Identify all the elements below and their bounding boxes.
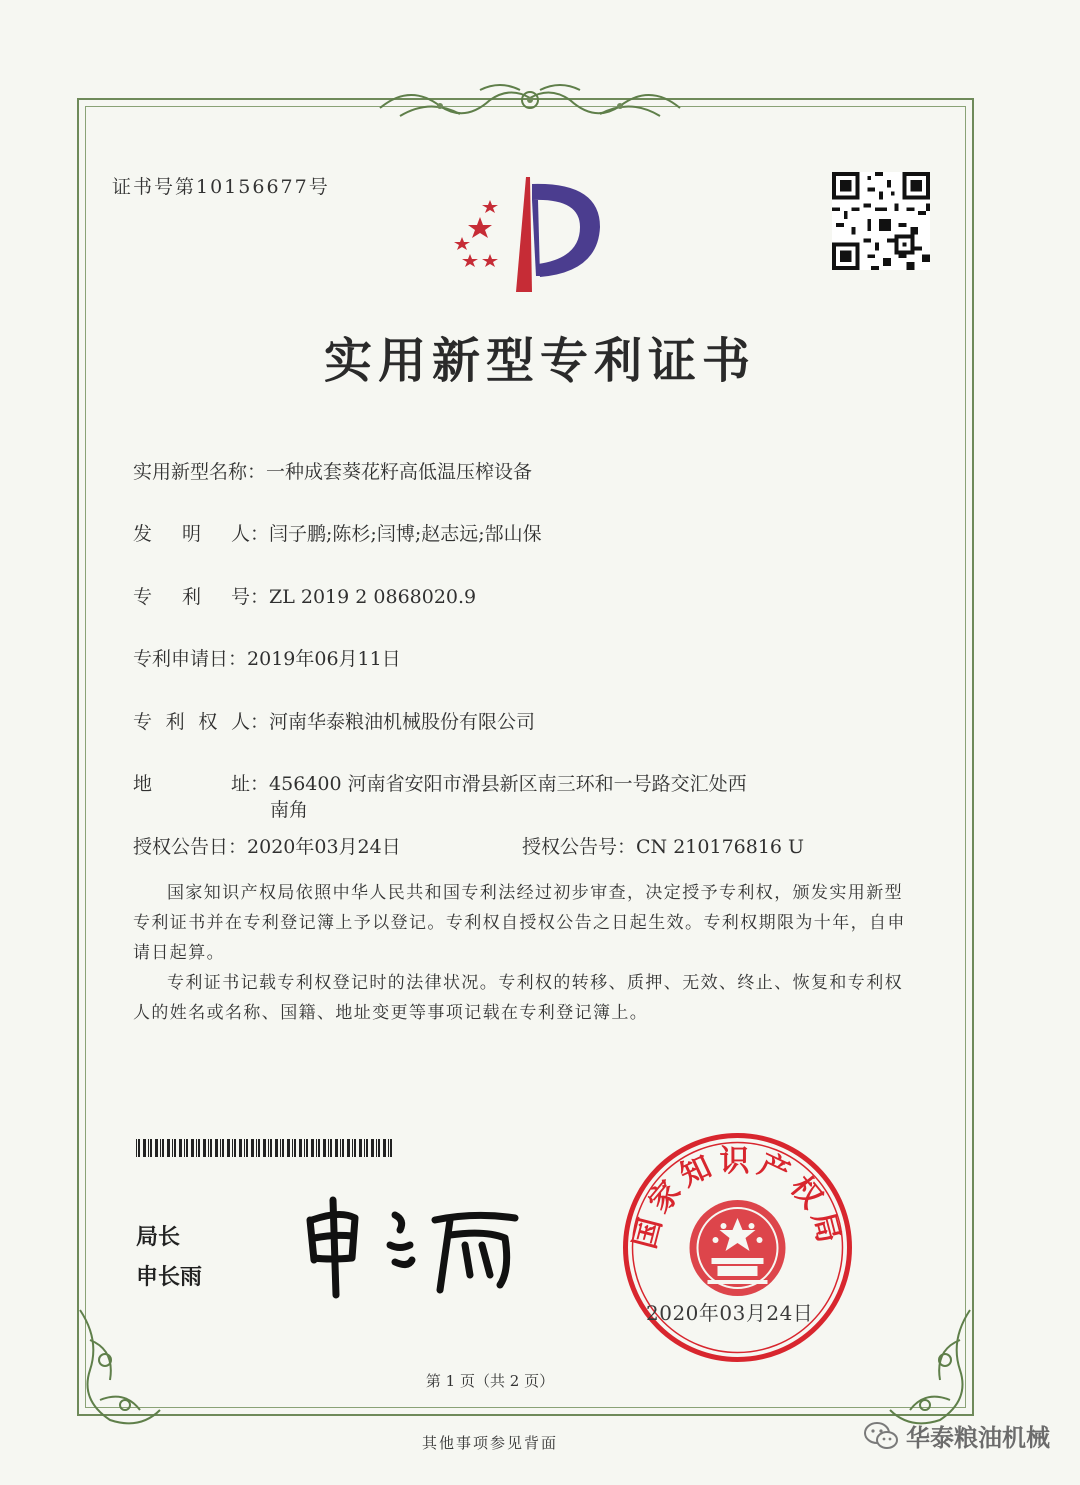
field-inventors: 发 明 人 ：闫子鹏;陈杉;闫博;赵志远;郜山保 bbox=[133, 519, 542, 546]
footer-note: 其他事项参见背面 bbox=[421, 1434, 558, 1452]
page-number: 第 1 页（共 2 页） bbox=[425, 1372, 555, 1390]
field-utility-model-name bbox=[133, 457, 532, 484]
field-label: 发 明 人 bbox=[133, 523, 250, 545]
barcode bbox=[136, 1139, 396, 1157]
certificate-number: 证书号第10156677号 bbox=[112, 176, 330, 198]
patent-office-logo bbox=[440, 172, 610, 297]
official-seal bbox=[620, 1130, 855, 1365]
corner-ornament-left bbox=[70, 1300, 170, 1430]
field-announce-number bbox=[522, 832, 804, 859]
qr-code bbox=[832, 172, 930, 270]
field-value: 一种成套葵花籽高低温压榨设备 bbox=[266, 461, 533, 483]
field-announce-date bbox=[133, 832, 401, 859]
corner-ornament-right bbox=[880, 1300, 980, 1430]
handwritten-signature bbox=[300, 1190, 530, 1300]
field-value: 456400 河南省安阳市滑县新区南三环和一号路交汇处西 bbox=[269, 773, 747, 795]
field-patent-number: 专 利 号 ：ZL 2019 2 0868020.9 bbox=[133, 582, 476, 609]
field-label: 地 址 bbox=[133, 773, 250, 795]
body-paragraph: 国家知识产权局依照中华人民共和国专利法经过初步审查，决定授予专利权，颁发实用新型专利证书并在专利登记簿上予以登记。专利权自授权公告之日起生效。专利权期限为十年，自申请日起算。 bbox=[133, 883, 906, 963]
signer-name: 申长雨 bbox=[136, 1265, 203, 1290]
field-filing-date bbox=[133, 644, 401, 671]
field-label: 实用新型名称： bbox=[133, 461, 267, 483]
field-value: ZL 2019 2 0868020.9 bbox=[269, 586, 477, 608]
field-value: 2020年03月24日 bbox=[247, 836, 401, 858]
field-value: 闫子鹏;陈杉;闫博;赵志远;郜山保 bbox=[269, 523, 542, 545]
field-address-line2: 南角 bbox=[270, 799, 309, 821]
watermark-brand bbox=[864, 1418, 1050, 1453]
field-label: 专 利 权 人 bbox=[133, 711, 250, 733]
wechat-icon bbox=[864, 1421, 898, 1451]
field-label: 专利申请日： bbox=[133, 648, 248, 670]
field-address: 地 址 ：456400 河南省安阳市滑县新区南三环和一号路交汇处西 bbox=[133, 769, 747, 796]
field-label: 授权公告号： bbox=[522, 836, 637, 858]
field-value: CN 210176816 U bbox=[636, 836, 805, 858]
certificate-body bbox=[133, 878, 913, 1028]
seal-date: 2020年03月24日 bbox=[646, 1301, 814, 1325]
field-label: 专 利 号 bbox=[133, 586, 250, 608]
brand-name: 华泰粮油机械 bbox=[906, 1424, 1050, 1452]
field-label: 授权公告日： bbox=[133, 836, 248, 858]
field-value: 2019年06月11日 bbox=[247, 648, 401, 670]
body-paragraph: 专利证书记载专利权登记时的法律状况。专利权的转移、质押、无效、终止、恢复和专利权人的姓名或名称、国籍、地址变更等事项记载在专利登记簿上。 bbox=[133, 973, 903, 1023]
signer-title: 局长 bbox=[136, 1225, 181, 1250]
signer-block bbox=[136, 1218, 202, 1298]
top-ornament bbox=[370, 78, 690, 128]
certificate-title: 实用新型专利证书 bbox=[323, 333, 756, 389]
field-patentee: 专 利 权 人 ：河南华泰粮油机械股份有限公司 bbox=[133, 707, 535, 734]
field-value: 河南华泰粮油机械股份有限公司 bbox=[269, 711, 536, 733]
seal-text: 国家知识产权局 bbox=[627, 1144, 848, 1253]
